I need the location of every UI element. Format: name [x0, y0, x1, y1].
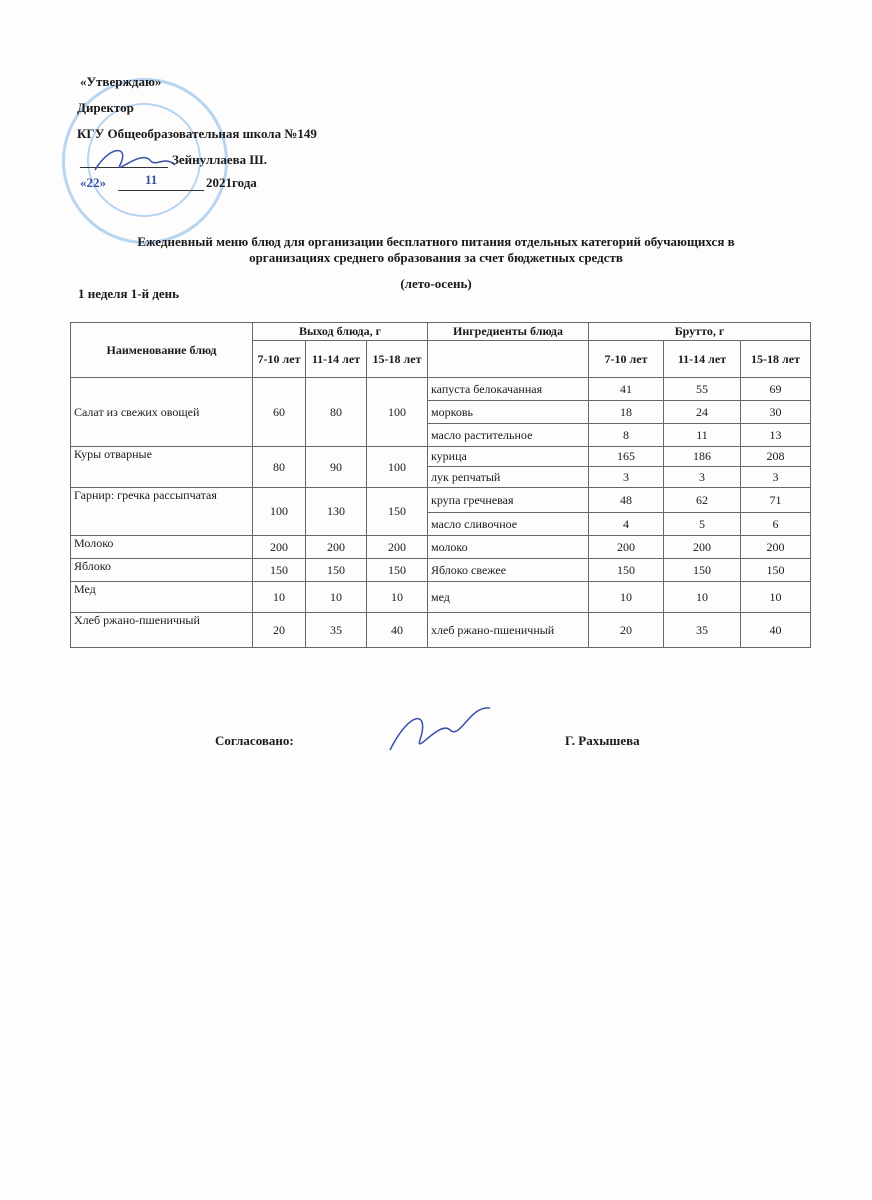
ingredient-brutto: 200	[664, 536, 741, 559]
dish-output: 130	[306, 488, 367, 536]
table-row	[71, 559, 811, 582]
dish-output: 90	[306, 447, 367, 488]
dish-output: 100	[367, 378, 428, 447]
dish-output: 200	[367, 536, 428, 559]
table-row	[71, 613, 811, 648]
date-month: 11	[145, 172, 158, 187]
dish-output: 150	[367, 488, 428, 536]
ingredient-brutto: 8	[589, 424, 664, 447]
dish-output: 80	[253, 447, 306, 488]
ingredient-brutto: 20	[589, 613, 664, 648]
ingredient-name: масло растительное	[428, 424, 589, 447]
ingredient-name: мед	[428, 582, 589, 613]
ingredient-brutto: 41	[589, 378, 664, 401]
ingredient-brutto: 3	[589, 467, 664, 488]
title-line1: Ежедневный меню блюд для организации бесплатного питания отдельных категорий обучающихся в	[137, 234, 735, 249]
dish-output: 200	[306, 536, 367, 559]
ingredient-brutto: 150	[741, 559, 811, 582]
dish-output: 10	[306, 582, 367, 613]
ingredient-brutto: 208	[741, 447, 811, 467]
ingredient-brutto: 18	[589, 401, 664, 424]
ingredient-brutto: 150	[664, 559, 741, 582]
ingredient-brutto: 3	[664, 467, 741, 488]
header-age: 7-10 лет	[589, 341, 664, 378]
ingredient-name: хлеб ржано-пшеничный	[428, 613, 589, 648]
dish-output: 40	[367, 613, 428, 648]
ingredient-name: молоко	[428, 536, 589, 559]
header-age: 7-10 лет	[253, 341, 306, 378]
ingredient-brutto: 62	[664, 488, 741, 513]
ingredient-name: масло сливочное	[428, 513, 589, 536]
ingredient-brutto: 48	[589, 488, 664, 513]
position: Директор	[77, 100, 134, 115]
header-ingredients: Ингредиенты блюда	[428, 323, 589, 341]
ingredient-brutto: 10	[664, 582, 741, 613]
table-row	[71, 378, 811, 401]
ingredient-brutto: 13	[741, 424, 811, 447]
dish-name: Молоко	[71, 536, 253, 559]
dish-name: Гарнир: гречка рассыпчатая	[71, 488, 253, 536]
ingredient-brutto: 24	[664, 401, 741, 424]
ingredient-brutto: 10	[589, 582, 664, 613]
dish-output: 10	[367, 582, 428, 613]
agreed-signature	[380, 700, 500, 760]
ingredient-brutto: 150	[589, 559, 664, 582]
dish-name: Мед	[71, 582, 253, 613]
header-output: Выход блюда, г	[253, 323, 428, 341]
ingredient-brutto: 200	[589, 536, 664, 559]
week-day: 1 неделя 1-й день	[78, 286, 180, 301]
ingredient-name: капуста белокачанная	[428, 378, 589, 401]
header-age: 11-14 лет	[664, 341, 741, 378]
title-line2: организациях среднего образования за счет бюджетных средств	[249, 250, 623, 265]
dish-output: 200	[253, 536, 306, 559]
ingredient-brutto: 35	[664, 613, 741, 648]
agreed-name: Г. Рахышева	[565, 733, 640, 748]
approve-label: «Утверждаю»	[80, 74, 162, 89]
header-brutto: Брутто, г	[589, 323, 811, 341]
date-line	[118, 190, 204, 191]
dish-name: Куры отварные	[71, 447, 253, 488]
dish-output: 100	[253, 488, 306, 536]
ingredient-brutto: 186	[664, 447, 741, 467]
dish-name: Яблоко	[71, 559, 253, 582]
dish-output: 150	[253, 559, 306, 582]
ingredient-brutto: 30	[741, 401, 811, 424]
ingredient-brutto: 4	[589, 513, 664, 536]
table-row	[71, 447, 811, 467]
ingredient-name: крупа гречневая	[428, 488, 589, 513]
ingredient-brutto: 200	[741, 536, 811, 559]
dish-output: 20	[253, 613, 306, 648]
header-name: Наименование блюд	[71, 323, 253, 378]
date-year: 2021года	[206, 175, 257, 190]
director-signature	[90, 140, 180, 180]
table-row	[71, 536, 811, 559]
ingredient-brutto: 165	[589, 447, 664, 467]
ingredient-brutto: 11	[664, 424, 741, 447]
ingredient-name: морковь	[428, 401, 589, 424]
ingredient-brutto: 5	[664, 513, 741, 536]
table-row	[71, 488, 811, 513]
director-name: Зейнуллаева Ш.	[172, 152, 267, 167]
menu-table	[70, 322, 811, 648]
ingredient-brutto: 55	[664, 378, 741, 401]
dish-name: Салат из свежих овощей	[71, 378, 253, 447]
dish-output: 35	[306, 613, 367, 648]
table-row	[71, 582, 811, 613]
dish-output: 100	[367, 447, 428, 488]
ingredient-name: Яблоко свежее	[428, 559, 589, 582]
dish-output: 150	[367, 559, 428, 582]
dish-output: 60	[253, 378, 306, 447]
organization: КГУ Общеобразовательная школа №149	[77, 126, 317, 141]
ingredient-name: курица	[428, 447, 589, 467]
ingredient-name: лук репчатый	[428, 467, 589, 488]
ingredient-brutto: 10	[741, 582, 811, 613]
ingredient-brutto: 6	[741, 513, 811, 536]
header-age: 11-14 лет	[306, 341, 367, 378]
season: (лето-осень)	[400, 276, 472, 291]
header-age: 15-18 лет	[741, 341, 811, 378]
dish-name: Хлеб ржано-пшеничный	[71, 613, 253, 648]
dish-output: 80	[306, 378, 367, 447]
dish-output: 10	[253, 582, 306, 613]
ingredient-brutto: 69	[741, 378, 811, 401]
ingredient-brutto: 71	[741, 488, 811, 513]
date-day: «22»	[80, 175, 106, 190]
header-age: 15-18 лет	[367, 341, 428, 378]
agreed-label: Согласовано:	[215, 733, 294, 748]
dish-output: 150	[306, 559, 367, 582]
ingredient-brutto: 3	[741, 467, 811, 488]
ingredient-brutto: 40	[741, 613, 811, 648]
